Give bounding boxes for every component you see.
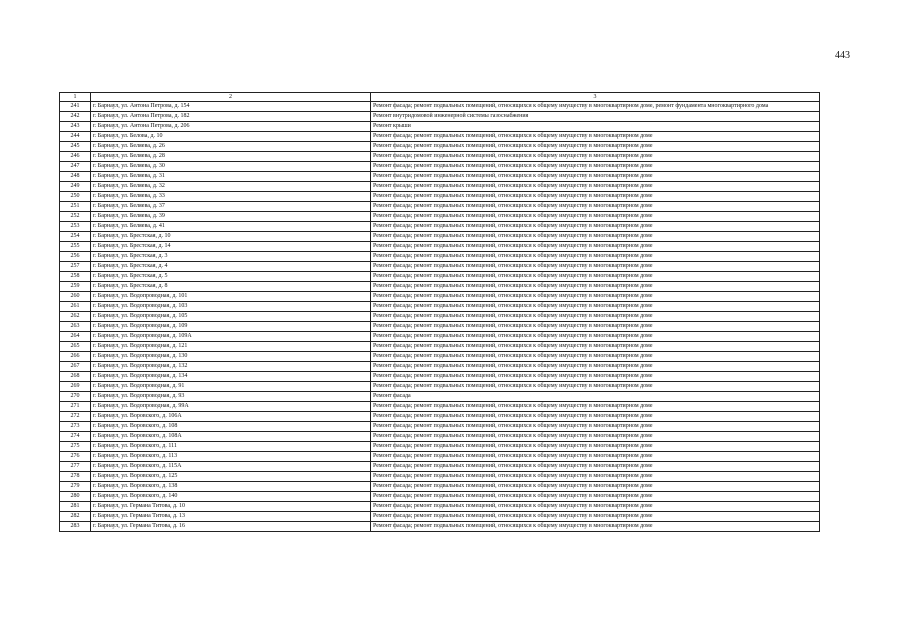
table-row bbox=[60, 192, 820, 202]
address-cell: г. Барнаул, ул. Водопроводная, д. 130 bbox=[91, 352, 371, 362]
work-type-cell: Ремонт фасада; ремонт подвальных помещений, относящихся к общему имуществу в многоквартирном доме bbox=[371, 182, 820, 192]
row-number-cell: 276 bbox=[60, 452, 91, 462]
address-cell: г. Барнаул, ул. Водопроводная, д. 93 bbox=[91, 392, 371, 402]
table-row bbox=[60, 302, 820, 312]
table-row bbox=[60, 322, 820, 332]
address-cell: г. Барнаул, ул. Брестская, д. 3 bbox=[91, 252, 371, 262]
work-type-cell: Ремонт фасада; ремонт подвальных помещений, относящихся к общему имуществу в многоквартирном доме bbox=[371, 282, 820, 292]
address-cell: г. Барнаул, ул. Германа Титова, д. 13 bbox=[91, 512, 371, 522]
table-row bbox=[60, 152, 820, 162]
work-type-cell: Ремонт фасада; ремонт подвальных помещений, относящихся к общему имуществу в многоквартирном доме bbox=[371, 492, 820, 502]
table-row bbox=[60, 212, 820, 222]
work-type-cell: Ремонт фасада; ремонт подвальных помещений, относящихся к общему имуществу в многоквартирном доме bbox=[371, 432, 820, 442]
row-number-cell: 271 bbox=[60, 402, 91, 412]
work-type-cell: Ремонт фасада; ремонт подвальных помещений, относящихся к общему имуществу в многоквартирном доме bbox=[371, 132, 820, 142]
table-row bbox=[60, 382, 820, 392]
address-cell: г. Барнаул, ул. Воровского, д. 125 bbox=[91, 472, 371, 482]
work-type-cell: Ремонт фасада; ремонт подвальных помещений, относящихся к общему имуществу в многоквартирном доме bbox=[371, 462, 820, 472]
address-cell: г. Барнаул, ул. Водопроводная, д. 132 bbox=[91, 362, 371, 372]
row-number-cell: 253 bbox=[60, 222, 91, 232]
table-row bbox=[60, 482, 820, 492]
work-type-cell: Ремонт фасада; ремонт подвальных помещений, относящихся к общему имуществу в многоквартирном доме bbox=[371, 232, 820, 242]
table-row bbox=[60, 392, 820, 402]
row-number-cell: 266 bbox=[60, 352, 91, 362]
work-type-cell: Ремонт фасада; ремонт подвальных помещений, относящихся к общему имуществу в многоквартирном доме bbox=[371, 262, 820, 272]
row-number-cell: 241 bbox=[60, 102, 91, 112]
address-cell: г. Барнаул, ул. Антона Петрова, д. 182 bbox=[91, 112, 371, 122]
work-type-cell: Ремонт фасада; ремонт подвальных помещений, относящихся к общему имуществу в многоквартирном доме bbox=[371, 152, 820, 162]
table-row bbox=[60, 332, 820, 342]
table-row bbox=[60, 172, 820, 182]
column-header-2: 2 bbox=[91, 93, 371, 102]
address-cell: г. Барнаул, ул. Брестская, д. 8 bbox=[91, 282, 371, 292]
address-cell: г. Барнаул, ул. Водопроводная, д. 103 bbox=[91, 302, 371, 312]
table-row bbox=[60, 452, 820, 462]
row-number-cell: 264 bbox=[60, 332, 91, 342]
work-type-cell: Ремонт крыши bbox=[371, 122, 820, 132]
table-row bbox=[60, 352, 820, 362]
address-cell: г. Барнаул, ул. Антона Петрова, д. 206 bbox=[91, 122, 371, 132]
row-number-cell: 256 bbox=[60, 252, 91, 262]
table-row bbox=[60, 102, 820, 112]
column-header-3: 3 bbox=[371, 93, 820, 102]
work-type-cell: Ремонт фасада; ремонт подвальных помещений, относящихся к общему имуществу в многоквартирном доме bbox=[371, 412, 820, 422]
row-number-cell: 261 bbox=[60, 302, 91, 312]
address-cell: г. Барнаул, ул. Водопроводная, д. 109А bbox=[91, 332, 371, 342]
repair-register-table bbox=[59, 92, 820, 532]
work-type-cell: Ремонт фасада; ремонт подвальных помещений, относящихся к общему имуществу в многоквартирном доме bbox=[371, 212, 820, 222]
address-cell: г. Барнаул, ул. Брестская, д. 14 bbox=[91, 242, 371, 252]
row-number-cell: 258 bbox=[60, 272, 91, 282]
work-type-cell: Ремонт фасада; ремонт подвальных помещений, относящихся к общему имуществу в многоквартирном доме bbox=[371, 352, 820, 362]
address-cell: г. Барнаул, ул. Водопроводная, д. 121 bbox=[91, 342, 371, 352]
row-number-cell: 281 bbox=[60, 502, 91, 512]
row-number-cell: 246 bbox=[60, 152, 91, 162]
table-row bbox=[60, 312, 820, 322]
work-type-cell: Ремонт фасада; ремонт подвальных помещений, относящихся к общему имуществу в многоквартирном доме bbox=[371, 442, 820, 452]
table-row bbox=[60, 142, 820, 152]
column-header-1: 1 bbox=[60, 93, 91, 102]
work-type-cell: Ремонт фасада; ремонт подвальных помещений, относящихся к общему имуществу в многоквартирном доме bbox=[371, 452, 820, 462]
row-number-cell: 247 bbox=[60, 162, 91, 172]
address-cell: г. Барнаул, ул. Беляева, д. 37 bbox=[91, 202, 371, 212]
address-cell: г. Барнаул, ул. Германа Титова, д. 10 bbox=[91, 502, 371, 512]
row-number-cell: 257 bbox=[60, 262, 91, 272]
row-number-cell: 270 bbox=[60, 392, 91, 402]
row-number-cell: 255 bbox=[60, 242, 91, 252]
address-cell: г. Барнаул, ул. Водопроводная, д. 105 bbox=[91, 312, 371, 322]
address-cell: г. Барнаул, ул. Белова, д. 10 bbox=[91, 132, 371, 142]
table-body bbox=[60, 102, 820, 532]
work-type-cell: Ремонт фасада; ремонт подвальных помещений, относящихся к общему имуществу в многоквартирном доме bbox=[371, 242, 820, 252]
work-type-cell: Ремонт фасада; ремонт подвальных помещений, относящихся к общему имуществу в многоквартирном доме bbox=[371, 272, 820, 282]
work-type-cell: Ремонт фасада; ремонт подвальных помещений, относящихся к общему имуществу в многоквартирном доме bbox=[371, 322, 820, 332]
row-number-cell: 277 bbox=[60, 462, 91, 472]
table-row bbox=[60, 412, 820, 422]
address-cell: г. Барнаул, ул. Беляева, д. 31 bbox=[91, 172, 371, 182]
row-number-cell: 262 bbox=[60, 312, 91, 322]
row-number-cell: 259 bbox=[60, 282, 91, 292]
work-type-cell: Ремонт фасада; ремонт подвальных помещений, относящихся к общему имуществу в многоквартирном доме bbox=[371, 382, 820, 392]
table-row bbox=[60, 242, 820, 252]
table-row bbox=[60, 272, 820, 282]
row-number-cell: 251 bbox=[60, 202, 91, 212]
row-number-cell: 267 bbox=[60, 362, 91, 372]
page-number: 443 bbox=[835, 50, 850, 61]
table-row bbox=[60, 182, 820, 192]
row-number-cell: 244 bbox=[60, 132, 91, 142]
table-row bbox=[60, 472, 820, 482]
row-number-cell: 268 bbox=[60, 372, 91, 382]
work-type-cell: Ремонт фасада; ремонт подвальных помещений, относящихся к общему имуществу в многоквартирном доме bbox=[371, 162, 820, 172]
address-cell: г. Барнаул, ул. Воровского, д. 138 bbox=[91, 482, 371, 492]
table-row bbox=[60, 282, 820, 292]
table-row bbox=[60, 462, 820, 472]
table-row bbox=[60, 122, 820, 132]
work-type-cell: Ремонт фасада; ремонт подвальных помещений, относящихся к общему имуществу в многоквартирном доме bbox=[371, 342, 820, 352]
table-row bbox=[60, 422, 820, 432]
work-type-cell: Ремонт внутридомовой инженерной системы газоснабжения bbox=[371, 112, 820, 122]
work-type-cell: Ремонт фасада; ремонт подвальных помещений, относящихся к общему имуществу в многоквартирном доме bbox=[371, 402, 820, 412]
work-type-cell: Ремонт фасада; ремонт подвальных помещений, относящихся к общему имуществу в многоквартирном доме bbox=[371, 192, 820, 202]
table-row bbox=[60, 112, 820, 122]
table-row bbox=[60, 222, 820, 232]
address-cell: г. Барнаул, ул. Водопроводная, д. 91 bbox=[91, 382, 371, 392]
row-number-cell: 279 bbox=[60, 482, 91, 492]
row-number-cell: 263 bbox=[60, 322, 91, 332]
work-type-cell: Ремонт фасада; ремонт подвальных помещений, относящихся к общему имуществу в многоквартирном доме bbox=[371, 512, 820, 522]
work-type-cell: Ремонт фасада; ремонт подвальных помещений, относящихся к общему имуществу в многоквартирном доме bbox=[371, 502, 820, 512]
address-cell: г. Барнаул, ул. Беляева, д. 33 bbox=[91, 192, 371, 202]
address-cell: г. Барнаул, ул. Брестская, д. 10 bbox=[91, 232, 371, 242]
table-row bbox=[60, 202, 820, 212]
row-number-cell: 269 bbox=[60, 382, 91, 392]
column-number-header-row bbox=[60, 93, 820, 102]
table-row bbox=[60, 522, 820, 532]
address-cell: г. Барнаул, ул. Воровского, д. 108 bbox=[91, 422, 371, 432]
address-cell: г. Барнаул, ул. Воровского, д. 140 bbox=[91, 492, 371, 502]
table-row bbox=[60, 262, 820, 272]
row-number-cell: 273 bbox=[60, 422, 91, 432]
row-number-cell: 250 bbox=[60, 192, 91, 202]
address-cell: г. Барнаул, ул. Беляева, д. 41 bbox=[91, 222, 371, 232]
address-cell: г. Барнаул, ул. Воровского, д. 108А bbox=[91, 432, 371, 442]
row-number-cell: 243 bbox=[60, 122, 91, 132]
row-number-cell: 265 bbox=[60, 342, 91, 352]
address-cell: г. Барнаул, ул. Воровского, д. 111 bbox=[91, 442, 371, 452]
work-type-cell: Ремонт фасада; ремонт подвальных помещений, относящихся к общему имуществу в многоквартирном доме bbox=[371, 142, 820, 152]
address-cell: г. Барнаул, ул. Беляева, д. 39 bbox=[91, 212, 371, 222]
address-cell: г. Барнаул, ул. Водопроводная, д. 101 bbox=[91, 292, 371, 302]
work-type-cell: Ремонт фасада; ремонт подвальных помещений, относящихся к общему имуществу в многоквартирном доме bbox=[371, 302, 820, 312]
address-cell: г. Барнаул, ул. Беляева, д. 28 bbox=[91, 152, 371, 162]
table-row bbox=[60, 132, 820, 142]
address-cell: г. Барнаул, ул. Беляева, д. 30 bbox=[91, 162, 371, 172]
work-type-cell: Ремонт фасада; ремонт подвальных помещений, относящихся к общему имуществу в многоквартирном доме, ремонт фундамента многоквартирного дома bbox=[371, 102, 820, 112]
table-row bbox=[60, 432, 820, 442]
row-number-cell: 282 bbox=[60, 512, 91, 522]
table-row bbox=[60, 362, 820, 372]
row-number-cell: 252 bbox=[60, 212, 91, 222]
row-number-cell: 242 bbox=[60, 112, 91, 122]
table-row bbox=[60, 492, 820, 502]
row-number-cell: 278 bbox=[60, 472, 91, 482]
table-row bbox=[60, 232, 820, 242]
row-number-cell: 260 bbox=[60, 292, 91, 302]
row-number-cell: 254 bbox=[60, 232, 91, 242]
row-number-cell: 274 bbox=[60, 432, 91, 442]
table-row bbox=[60, 442, 820, 452]
row-number-cell: 249 bbox=[60, 182, 91, 192]
table-row bbox=[60, 292, 820, 302]
work-type-cell: Ремонт фасада; ремонт подвальных помещений, относящихся к общему имуществу в многоквартирном доме bbox=[371, 292, 820, 302]
table-row bbox=[60, 252, 820, 262]
work-type-cell: Ремонт фасада; ремонт подвальных помещений, относящихся к общему имуществу в многоквартирном доме bbox=[371, 422, 820, 432]
address-cell: г. Барнаул, ул. Воровского, д. 115А bbox=[91, 462, 371, 472]
work-type-cell: Ремонт фасада; ремонт подвальных помещений, относящихся к общему имуществу в многоквартирном доме bbox=[371, 252, 820, 262]
work-type-cell: Ремонт фасада; ремонт подвальных помещений, относящихся к общему имуществу в многоквартирном доме bbox=[371, 312, 820, 322]
row-number-cell: 280 bbox=[60, 492, 91, 502]
address-cell: г. Барнаул, ул. Воровского, д. 106А bbox=[91, 412, 371, 422]
address-cell: г. Барнаул, ул. Беляева, д. 32 bbox=[91, 182, 371, 192]
address-cell: г. Барнаул, ул. Водопроводная, д. 134 bbox=[91, 372, 371, 382]
work-type-cell: Ремонт фасада bbox=[371, 392, 820, 402]
table-row bbox=[60, 342, 820, 352]
address-cell: г. Барнаул, ул. Германа Титова, д. 16 bbox=[91, 522, 371, 532]
work-type-cell: Ремонт фасада; ремонт подвальных помещений, относящихся к общему имуществу в многоквартирном доме bbox=[371, 372, 820, 382]
table-row bbox=[60, 512, 820, 522]
address-cell: г. Барнаул, ул. Брестская, д. 5 bbox=[91, 272, 371, 282]
work-type-cell: Ремонт фасада; ремонт подвальных помещений, относящихся к общему имуществу в многоквартирном доме bbox=[371, 522, 820, 532]
work-type-cell: Ремонт фасада; ремонт подвальных помещений, относящихся к общему имуществу в многоквартирном доме bbox=[371, 362, 820, 372]
table-row bbox=[60, 502, 820, 512]
address-cell: г. Барнаул, ул. Водопроводная, д. 99А bbox=[91, 402, 371, 412]
work-type-cell: Ремонт фасада; ремонт подвальных помещений, относящихся к общему имуществу в многоквартирном доме bbox=[371, 202, 820, 212]
table-row bbox=[60, 372, 820, 382]
row-number-cell: 248 bbox=[60, 172, 91, 182]
address-cell: г. Барнаул, ул. Беляева, д. 26 bbox=[91, 142, 371, 152]
row-number-cell: 283 bbox=[60, 522, 91, 532]
address-cell: г. Барнаул, ул. Водопроводная, д. 109 bbox=[91, 322, 371, 332]
row-number-cell: 275 bbox=[60, 442, 91, 452]
work-type-cell: Ремонт фасада; ремонт подвальных помещений, относящихся к общему имуществу в многоквартирном доме bbox=[371, 172, 820, 182]
address-cell: г. Барнаул, ул. Брестская, д. 4 bbox=[91, 262, 371, 272]
work-type-cell: Ремонт фасада; ремонт подвальных помещений, относящихся к общему имуществу в многоквартирном доме bbox=[371, 222, 820, 232]
row-number-cell: 272 bbox=[60, 412, 91, 422]
row-number-cell: 245 bbox=[60, 142, 91, 152]
work-type-cell: Ремонт фасада; ремонт подвальных помещений, относящихся к общему имуществу в многоквартирном доме bbox=[371, 332, 820, 342]
address-cell: г. Барнаул, ул. Воровского, д. 113 bbox=[91, 452, 371, 462]
address-cell: г. Барнаул, ул. Антона Петрова, д. 154 bbox=[91, 102, 371, 112]
table-row bbox=[60, 402, 820, 412]
work-type-cell: Ремонт фасада; ремонт подвальных помещений, относящихся к общему имуществу в многоквартирном доме bbox=[371, 472, 820, 482]
table-row bbox=[60, 162, 820, 172]
work-type-cell: Ремонт фасада; ремонт подвальных помещений, относящихся к общему имуществу в многоквартирном доме bbox=[371, 482, 820, 492]
